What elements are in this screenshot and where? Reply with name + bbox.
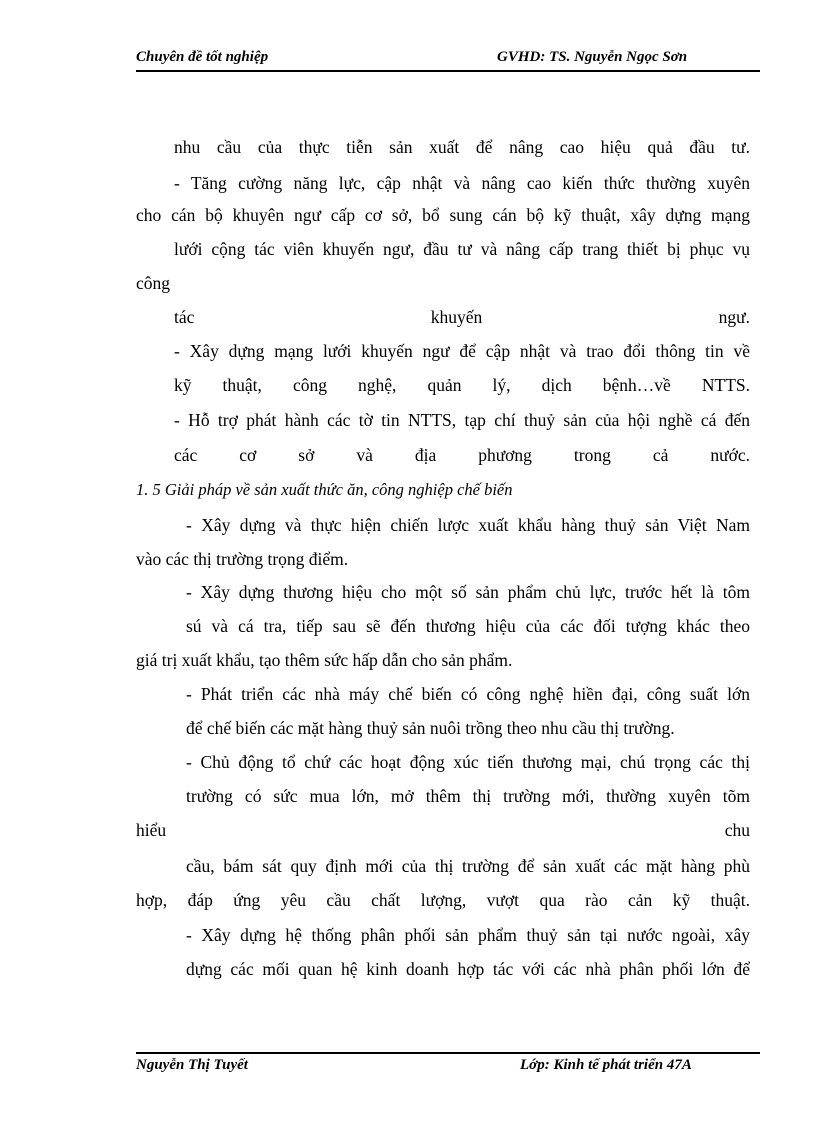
body-line: - Tăng cường năng lực, cập nhật và nâng cao kiến thức thường xuyên: [174, 173, 750, 193]
body-line: - Xây dựng mạng lưới khuyến ngư để cập nhật và trao đổi thông tin về: [174, 341, 750, 361]
body-line: kỹ thuật, công nghệ, quản lý, dịch bệnh…về NTTS.: [174, 375, 750, 395]
body-line: vào các thị trường trọng điểm.: [136, 549, 349, 569]
body-line: - Xây dựng thương hiệu cho một số sản phẩm chủ lực, trước hết là tôm: [186, 582, 750, 602]
body-line: dựng các mối quan hệ kinh doanh hợp tác với các nhà phân phối lớn để: [186, 959, 750, 979]
body-line: tác khuyến ngư.: [174, 307, 750, 327]
body-line: trường có sức mua lớn, mở thêm thị trường mới, thường xuyên tõm: [186, 786, 750, 806]
body-line: cầu, bám sát quy định mới của thị trường để sản xuất các mặt hàng phù: [186, 856, 750, 876]
body-line: hiểu chu: [136, 820, 750, 840]
footer-right: Lớp: Kinh tế phát triển 47A: [520, 1057, 692, 1073]
body-line: để chế biến các mặt hàng thuỷ sản nuôi trồng theo nhu cầu thị trường.: [186, 718, 675, 738]
footer-rule: [136, 1052, 760, 1054]
section-heading: 1. 5 Giải pháp về sản xuất thức ăn, công nghiệp chế biến: [136, 480, 513, 499]
body-line: - Chủ động tổ chứ các hoạt động xúc tiến thương mại, chú trọng các thị: [186, 752, 750, 772]
body-line: sú và cá tra, tiếp sau sẽ đến thương hiệu của các đối tượng khác theo: [186, 616, 750, 636]
body-line: - Hỗ trợ phát hành các tờ tin NTTS, tạp chí thuỷ sản của hội nghề cá đến: [174, 410, 750, 430]
body-line: lưới cộng tác viên khuyến ngư, đầu tư và nâng cấp trang thiết bị phục vụ: [174, 239, 750, 259]
body-line: nhu cầu của thực tiễn sản xuất để nâng cao hiệu quả đầu tư.: [174, 137, 750, 157]
body-line: - Xây dựng và thực hiện chiến lược xuất khẩu hàng thuỷ sản Việt Nam: [186, 515, 750, 535]
header-rule: [136, 70, 760, 72]
body-line: các cơ sở và địa phương trong cả nước.: [174, 445, 750, 465]
body-line: công: [136, 273, 171, 293]
body-line: giá trị xuất khẩu, tạo thêm sức hấp dẫn cho sản phẩm.: [136, 650, 513, 670]
body-line: - Phát triển các nhà máy chế biến có công nghệ hiền đại, công suất lớn: [186, 684, 750, 704]
body-line: cho cán bộ khuyên ngư cấp cơ sở, bổ sung cán bộ kỹ thuật, xây dựng mạng: [136, 205, 750, 225]
header-left: Chuyên đề tốt nghiệp: [136, 49, 269, 65]
footer-left: Nguyễn Thị Tuyết: [136, 1057, 248, 1073]
body-line: hợp, đáp ứng yêu cầu chất lượng, vượt qua rào cản kỹ thuật.: [136, 890, 750, 910]
header-right: GVHD: TS. Nguyễn Ngọc Sơn: [497, 49, 688, 65]
body-line: - Xây dựng hệ thống phân phối sản phẩm thuỷ sản tại nước ngoài, xây: [186, 925, 750, 945]
